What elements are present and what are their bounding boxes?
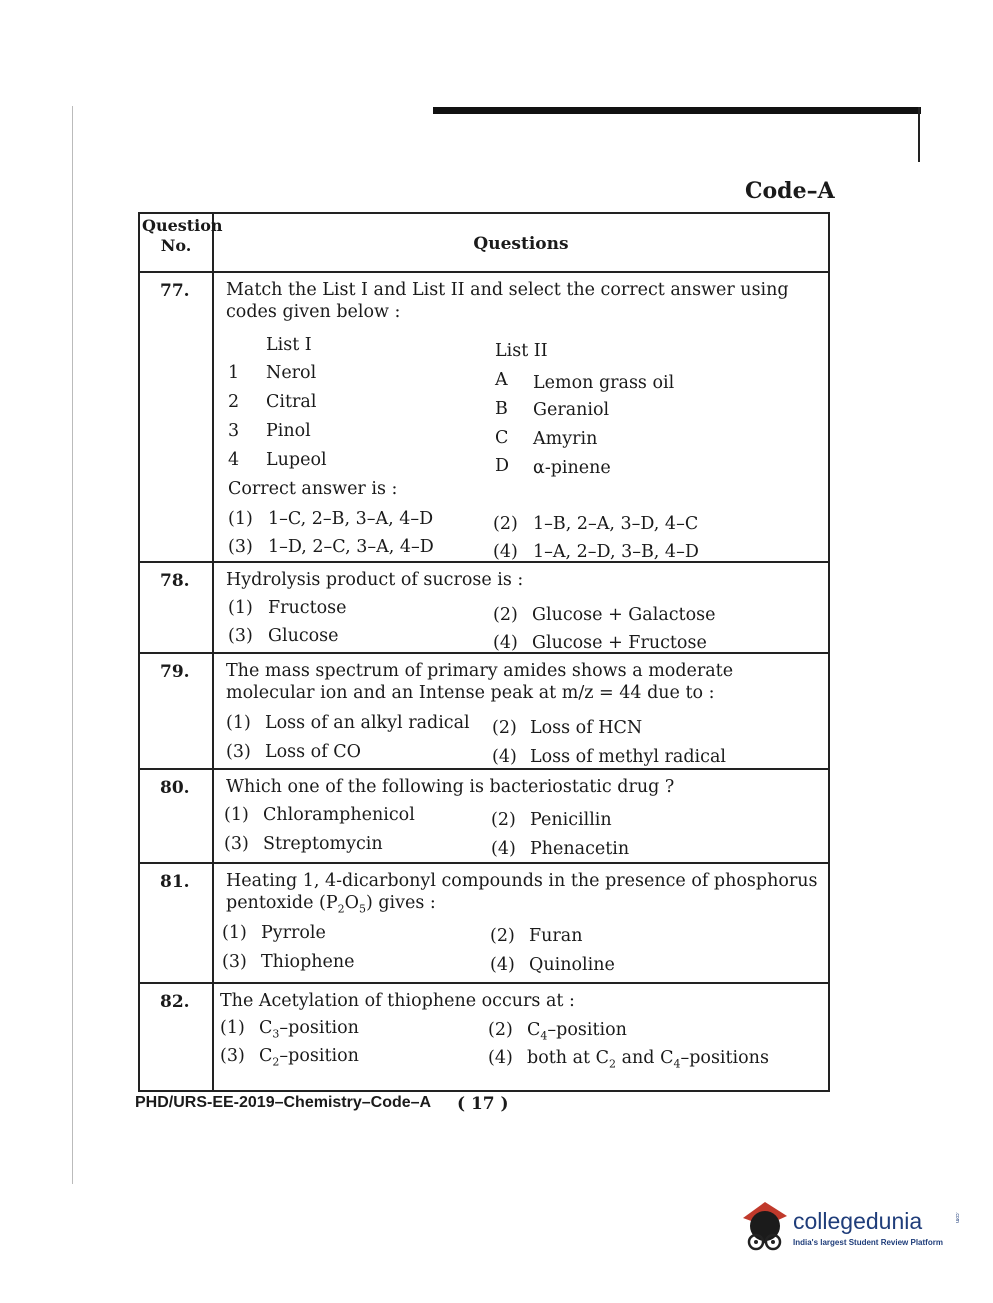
question-number: 81. [160,872,190,892]
question-row-77 [140,273,828,563]
question-row-78 [140,563,828,654]
option-text: 1–B, 2–A, 3–D, 4–C [533,514,699,534]
option-number: (1) [228,509,253,529]
option-text: 1–A, 2–D, 3–B, 4–D [533,542,699,562]
question-stem: Which one of the following is bacteriostatic drug ? [226,777,675,797]
question-number: 78. [160,571,190,591]
question-stem: Hydrolysis product of sucrose is : [226,570,524,590]
table-header [140,214,828,273]
option-text: $C_2$–position [259,1046,359,1069]
list1-item: Pinol [266,421,311,441]
option-number: (1) [220,1018,245,1038]
option-text: Pyrrole [261,923,326,943]
option-number: (3) [224,834,249,854]
question-number: 82. [160,992,190,1012]
option-text: Quinoline [529,955,615,975]
option-text: Loss of an alkyl radical [265,713,470,733]
mascot-icon [735,1196,791,1256]
option-text: 1–C, 2–B, 3–A, 4–D [268,509,434,529]
list1-key: 2 [228,392,240,412]
page-number: ( 17 ) [457,1094,509,1114]
answer-prompt: Correct answer is : [228,479,398,499]
brand-tagline: India's largest Student Review Platform [793,1238,943,1247]
option-number: (3) [228,626,253,646]
option-text: Penicillin [530,810,612,830]
option-text: Loss of HCN [530,718,643,738]
option-number: (4) [488,1048,513,1068]
option-text: both at $C_2$ and $C_4$–positions [527,1048,769,1071]
list2-key: B [495,399,508,419]
top-rule-edge [918,107,920,162]
header-questions: Questions [473,234,569,254]
list1-key: 4 [228,450,240,470]
option-number: (1) [228,598,253,618]
list1-key: 3 [228,421,240,441]
option-number: (3) [220,1046,245,1066]
paper-code: Code–A [745,178,835,204]
question-row-79 [140,654,828,770]
top-rule [433,107,921,114]
option-number: (1) [226,713,251,733]
option-number: (2) [493,514,518,534]
option-text: $C_3$–position [259,1018,359,1041]
collegedunia-watermark [735,1196,963,1258]
option-number: (4) [493,542,518,562]
option-text: $C_4$–position [527,1020,627,1043]
option-text: Streptomycin [263,834,383,854]
option-number: (4) [492,747,517,767]
option-text: Furan [529,926,583,946]
question-stem: Match the List I and List II and select the correct answer using codes given below : [226,280,789,322]
question-table [138,212,830,1092]
question-stem: The Acetylation of thiophene occurs at : [220,991,575,1011]
option-number: (4) [493,633,518,653]
header-question-no: Question No. [142,216,223,255]
option-number: (3) [222,952,247,972]
option-number: (3) [228,537,253,557]
option-number: (2) [491,810,516,830]
option-number: (3) [226,742,251,762]
option-text: Thiophene [261,952,355,972]
question-number: 77. [160,281,190,301]
option-text: Glucose + Galactose [532,605,716,625]
question-number: 80. [160,778,190,798]
list2-item: Geraniol [533,400,610,420]
list2-key: C [495,428,509,448]
list2-key: D [495,456,510,476]
option-text: Fructose [268,598,347,618]
question-stem: The mass spectrum of primary amides shows a moderate molecular ion and an Intense peak at m/z = 44 due to : [226,661,734,703]
question-row-81 [140,864,828,984]
option-number: (2) [490,926,515,946]
list2-item: Lemon grass oil [533,373,675,393]
list2-title: List II [495,341,548,361]
option-text: 1–D, 2–C, 3–A, 4–D [268,537,434,557]
left-margin-line [72,106,73,1184]
option-text: Loss of methyl radical [530,747,726,767]
option-number: (4) [490,955,515,975]
question-row-82 [140,984,828,1088]
option-number: (2) [488,1020,513,1040]
question-stem: Heating 1, 4-dicarbonyl compounds in the presence of phosphorus pentoxide $(P_2O_5)$ gives : [226,871,818,916]
option-number: (1) [224,805,249,825]
option-number: (2) [492,718,517,738]
brand-name: collegedunia [793,1208,923,1234]
brand-suffix: .com [954,1212,960,1223]
list2-item: Amyrin [533,429,598,449]
option-text: Glucose [268,626,339,646]
option-text: Glucose + Fructose [532,633,707,653]
option-text: Loss of CO [265,742,361,762]
footer-code: PHD/URS-EE-2019–Chemistry–Code–A [135,1094,432,1111]
list1-item: Nerol [266,363,317,383]
question-row-80 [140,770,828,864]
list1-item: Lupeol [266,450,327,470]
option-number: (1) [222,923,247,943]
option-number: (4) [491,839,516,859]
question-number: 79. [160,662,190,682]
list1-item: Citral [266,392,317,412]
option-text: Chloramphenicol [263,805,415,825]
list2-key: A [495,370,508,390]
list2-item: α-pinene [533,458,611,478]
list1-title: List I [266,335,312,355]
list1-key: 1 [228,363,240,383]
option-number: (2) [493,605,518,625]
option-text: Phenacetin [530,839,630,859]
